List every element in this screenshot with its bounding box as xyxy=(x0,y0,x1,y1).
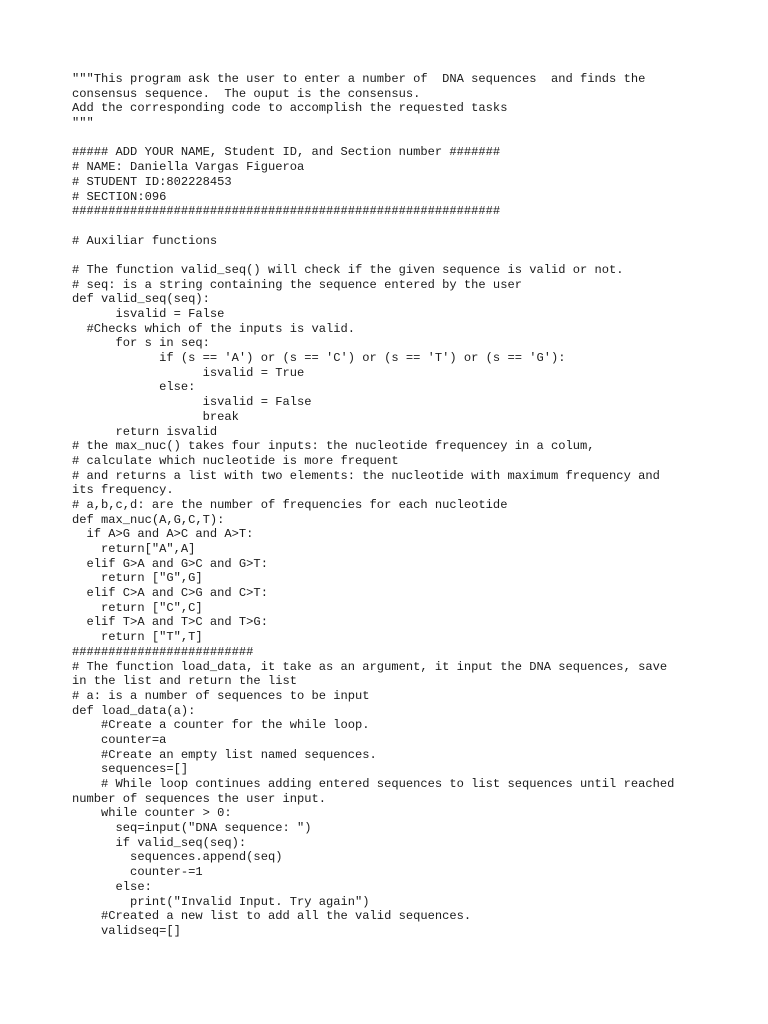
code-line: consensus sequence. The ouput is the consensus. xyxy=(72,86,421,101)
code-line: elif G>A and G>C and G>T: xyxy=(72,556,268,571)
code-line: # and returns a list with two elements: the nucleotide with maximum frequency and xyxy=(72,468,660,483)
code-line: ##### ADD YOUR NAME, Student ID, and Section number ####### xyxy=(72,145,501,160)
code-line: sequences=[] xyxy=(72,762,189,777)
document-page xyxy=(72,72,712,939)
code-line: isvalid = False xyxy=(72,395,312,410)
code-line: #Create an empty list named sequences. xyxy=(72,747,377,762)
code-line: # The function load_data, it take as an argument, it input the DNA sequences, save xyxy=(72,659,668,674)
code-line: if A>G and A>C and A>T: xyxy=(72,527,254,542)
code-line xyxy=(72,219,712,234)
code-line: return ["C",C] xyxy=(72,600,203,615)
code-line: break xyxy=(72,409,239,424)
code-line: if (s == 'A') or (s == 'C') or (s == 'T') or (s == 'G'): xyxy=(72,351,566,366)
code-line: isvalid = True xyxy=(72,365,305,380)
code-line: # SECTION:096 xyxy=(72,189,167,204)
code-line: # a: is a number of sequences to be input xyxy=(72,688,370,703)
code-line: isvalid = False xyxy=(72,307,225,321)
code-line: counter-=1 xyxy=(72,865,203,880)
code-line: validseq=[] xyxy=(72,923,181,938)
code-line: def load_data(a): xyxy=(72,703,196,718)
code-line: # seq: is a string containing the sequence entered by the user xyxy=(72,277,522,292)
code-line: Add the corresponding code to accomplish the requested tasks xyxy=(72,101,508,116)
code-line: """ xyxy=(72,116,94,131)
code-line: # STUDENT ID:802228453 xyxy=(72,174,232,189)
code-block xyxy=(72,72,712,939)
code-line: while counter > 0: xyxy=(72,806,232,821)
code-line: else: xyxy=(72,879,152,894)
code-line: ########################################################### xyxy=(72,204,501,219)
code-line: #Checks which of the inputs is valid. xyxy=(72,321,356,336)
code-line: number of sequences the user input. xyxy=(72,791,327,806)
code-line: return ["T",T] xyxy=(72,630,203,645)
code-line: elif T>A and T>C and T>G: xyxy=(72,615,268,630)
code-line: else: xyxy=(72,380,196,395)
code-line: """This program ask the user to enter a number of DNA sequences and finds the xyxy=(72,72,646,86)
code-line: #Create a counter for the while loop. xyxy=(72,718,370,733)
code-line: seq=input("DNA sequence: ") xyxy=(72,821,312,836)
code-line: # the max_nuc() takes four inputs: the nucleotide frequencey in a colum, xyxy=(72,439,595,454)
code-line: in the list and return the list xyxy=(72,674,297,689)
code-line: if valid_seq(seq): xyxy=(72,835,247,850)
code-line: for s in seq: xyxy=(72,336,210,351)
code-line: # calculate which nucleotide is more frequent xyxy=(72,453,399,468)
code-line: # a,b,c,d: are the number of frequencies for each nucleotide xyxy=(72,497,508,512)
code-line: # Auxiliar functions xyxy=(72,233,218,248)
code-line: ######################### xyxy=(72,644,254,659)
code-line: # NAME: Daniella Vargas Figueroa xyxy=(72,160,305,175)
code-line: def max_nuc(A,G,C,T): xyxy=(72,512,225,527)
code-line: sequences.append(seq) xyxy=(72,850,283,865)
code-line: # While loop continues adding entered sequences to list sequences until reached xyxy=(72,777,675,791)
code-line: counter=a xyxy=(72,732,167,747)
code-line: return isvalid xyxy=(72,424,218,439)
code-line: elif C>A and C>G and C>T: xyxy=(72,586,268,601)
code-line: def valid_seq(seq): xyxy=(72,292,210,307)
code-line: return ["G",G] xyxy=(72,571,203,586)
code-line xyxy=(72,248,712,263)
code-line: return["A",A] xyxy=(72,542,196,556)
code-line: its frequency. xyxy=(72,483,174,498)
code-line: print("Invalid Input. Try again") xyxy=(72,894,370,909)
code-line xyxy=(72,131,712,146)
code-line: # The function valid_seq() will check if the given sequence is valid or not. xyxy=(72,262,624,277)
code-line: #Created a new list to add all the valid sequences. xyxy=(72,909,472,924)
